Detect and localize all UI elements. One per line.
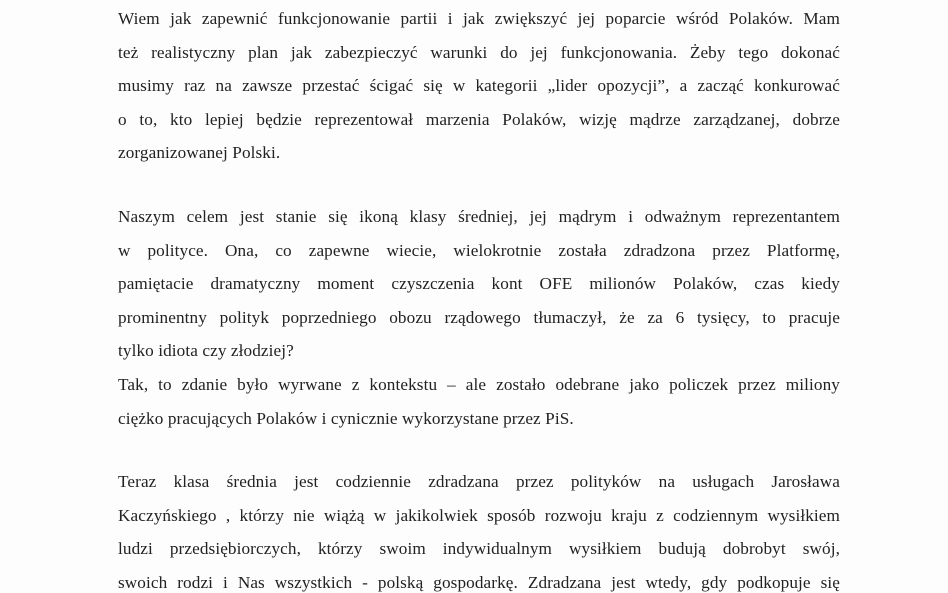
text-line: Wiem jak zapewnić funkcjonowanie partii i jak zwiększyć jej poparcie wśród Polaków. Mam: [118, 9, 840, 28]
text-line: Naszym celem jest stanie się ikoną klasy średniej, jej mądrym i odważnym reprezentantem: [118, 207, 840, 226]
text-line: Kaczyńskiego , którzy nie wiążą w jakikolwiek sposób rozwoju kraju z codziennym wysiłkiem: [118, 505, 840, 525]
text-line: Tak, to zdanie było wyrwane z kontekstu – ale zostało odebrane jako policzek przez miliony: [118, 374, 840, 394]
text-line: ciężko pracujących Polaków i cynicznie wykorzystane przez PiS.: [118, 408, 574, 428]
paragraph-2: [118, 200, 840, 435]
text-line: prominentny polityk poprzedniego obozu rządowego tłumaczył, że za 6 tysięcy, to pracuje: [118, 307, 840, 327]
text-line: tylko idiota czy złodziej?: [118, 341, 294, 361]
text-line: pamiętacie dramatyczny moment czyszczenia kont OFE milionów Polaków, czas kiedy: [118, 274, 840, 294]
text-line: też realistyczny plan jak zabezpieczyć warunki do jej funkcjonowania. Żeby tego dokonać: [118, 42, 840, 62]
text-line: zorganizowanej Polski.: [118, 143, 281, 163]
text-line: musimy raz na zawsze przestać ścigać się w kategorii „lider opozycji”, a zacząć konkurować: [118, 76, 840, 96]
paragraph-3: [118, 465, 840, 593]
text-line: w polityce. Ona, co zapewne wiecie, wielokrotnie została zdradzona przez Platformę,: [118, 240, 840, 260]
text-line: o to, kto lepiej będzie reprezentował marzenia Polaków, wizję mądrze zarządzanej, dobrze: [118, 109, 840, 129]
text-line: Teraz klasa średnia jest codziennie zdradzana przez polityków na usługach Jarosława: [118, 472, 840, 491]
paragraph-1: [118, 2, 840, 170]
text-line: swoich rodzi i Nas wszystkich - polską gospodarkę. Zdradzana jest wtedy, gdy podkopuje się: [118, 572, 840, 592]
text-line: ludzi przedsiębiorczych, którzy swoim indywidualnym wysiłkiem budują dobrobyt swój,: [118, 539, 840, 559]
